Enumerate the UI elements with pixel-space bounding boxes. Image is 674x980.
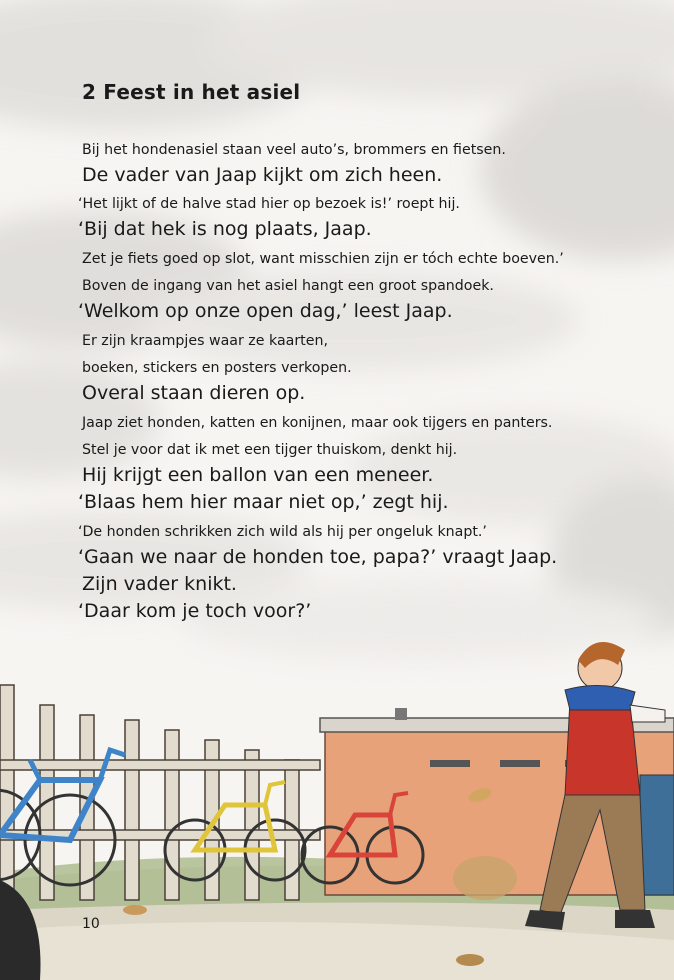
illustration-bikes-and-boy — [0, 610, 674, 980]
chapter-title: 2 Feest in het asiel — [82, 80, 301, 104]
story-line: Boven de ingang van het asiel hangt een groot spandoek. — [82, 278, 494, 294]
story-line: Zijn vader knikt. — [82, 573, 237, 595]
story-line: ‘Welkom op onze open dag,’ leest Jaap. — [78, 300, 453, 322]
story-line: ‘Bij dat hek is nog plaats, Jaap. — [78, 218, 372, 240]
story-line: Jaap ziet honden, katten en konijnen, maar ook tijgers en panters. — [82, 415, 553, 431]
story-line: Er zijn kraampjes waar ze kaarten, — [82, 333, 328, 349]
story-line: ‘Gaan we naar de honden toe, papa?’ vraagt Jaap. — [78, 546, 558, 568]
story-line: ‘Blaas hem hier maar niet op,’ zegt hij. — [78, 491, 449, 513]
story-line: boeken, stickers en posters verkopen. — [82, 360, 352, 376]
story-line: Bij het hondenasiel staan veel auto’s, brommers en fietsen. — [82, 142, 506, 158]
story-line: Zet je fiets goed op slot, want misschien zijn er tóch echte boeven.’ — [82, 251, 564, 267]
story-line: Overal staan dieren op. — [82, 382, 306, 404]
story-line: Stel je voor dat ik met een tijger thuiskom, denkt hij. — [82, 442, 458, 458]
story-line: ‘Het lijkt of de halve stad hier op bezoek is!’ roept hij. — [78, 196, 460, 212]
story-line: ‘De honden schrikken zich wild als hij per ongeluk knapt.’ — [78, 524, 487, 540]
story-line: Hij krijgt een ballon van een meneer. — [82, 464, 434, 486]
story-line: ‘Daar kom je toch voor?’ — [78, 600, 312, 622]
page-number: 10 — [82, 916, 100, 932]
story-line: De vader van Jaap kijkt om zich heen. — [82, 164, 443, 186]
